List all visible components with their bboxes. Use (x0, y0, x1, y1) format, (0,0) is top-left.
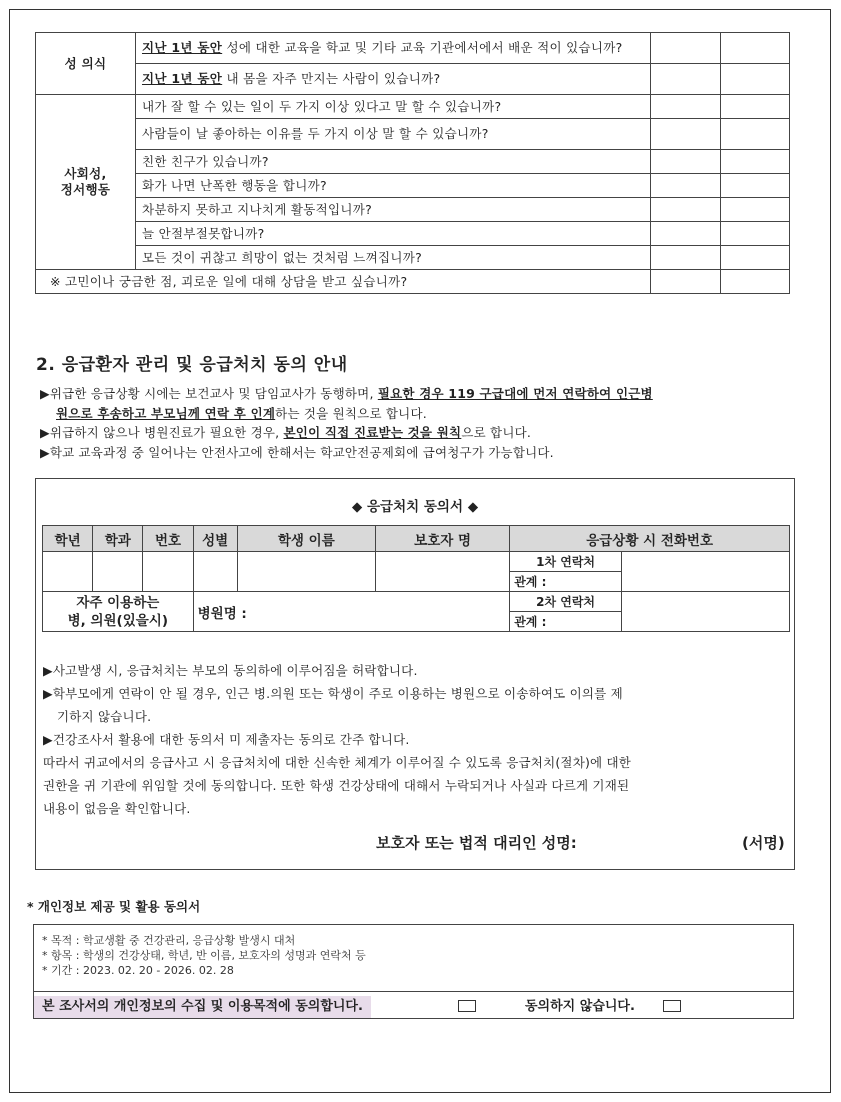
notice-line: ▶위급하지 않으나 병원진료가 필요한 경우, 본인이 직접 진료받는 것을 원칙으로 합니다. (40, 425, 532, 440)
header-gender: 성별 (193, 526, 237, 552)
relation2-label[interactable]: 관계 : (510, 612, 622, 632)
emergency-notices (40, 384, 810, 462)
survey-question: 모든 것이 귀찮고 희망이 없는 것처럼 느껴집니까? (135, 246, 650, 270)
survey-question: 차분하지 못하고 지나치게 활동적입니까? (135, 198, 650, 222)
answer-cell[interactable] (651, 174, 720, 198)
emergency-consent-form (35, 478, 795, 870)
relation1-label[interactable]: 관계 : (510, 572, 622, 592)
agree-checkbox[interactable] (458, 1000, 476, 1012)
privacy-details: * 목적 : 학교생활 중 건강관리, 응급상황 발생시 대처 * 항목 : 학생의 건강상태, 학년, 반 이름, 보호자의 성명과 연락처 등 * 기간 : 2023. 02. 20 - 2026. 02. 28 (42, 934, 366, 977)
signature-label: 보호자 또는 법적 대리인 성명: (376, 834, 577, 852)
header-student-name: 학생 이름 (237, 526, 375, 552)
answer-cell[interactable] (651, 64, 720, 95)
disagree-label: 동의하지 않습니다. (525, 999, 635, 1014)
category-sexuality: 성 의식 (36, 33, 136, 95)
consent-title: ◆ 응급처치 동의서 ◆ (351, 499, 479, 515)
header-guardian-name: 보호자 명 (375, 526, 509, 552)
contact2-label: 2차 연락처 (510, 592, 622, 612)
guardian-name-field[interactable] (375, 552, 509, 592)
contact1-field[interactable] (621, 552, 789, 592)
header-number: 번호 (143, 526, 193, 552)
answer-cell[interactable] (651, 95, 720, 119)
header-grade: 학년 (43, 526, 93, 552)
answer-cell[interactable] (720, 33, 789, 64)
contact2-field[interactable] (621, 592, 789, 632)
header-class: 학과 (93, 526, 143, 552)
section-title: 2. 응급환자 관리 및 응급처치 동의 안내 (36, 355, 348, 375)
notice-line: ▶학교 교육과정 중 일어나는 안전사고에 한해서는 학교안전공제회에 급여청구가 가능합니다. (40, 444, 554, 460)
student-name-field[interactable] (237, 552, 375, 592)
answer-cell[interactable] (720, 150, 789, 174)
number-field[interactable] (143, 552, 193, 592)
answer-cell[interactable] (720, 119, 789, 150)
answer-cell[interactable] (651, 198, 720, 222)
survey-question: 지난 1년 동안 내 몸을 자주 만지는 사람이 있습니까? (135, 64, 650, 95)
notice-line: 원으로 후송하고 부모님께 연락 후 인계하는 것을 원칙으로 합니다. (56, 405, 427, 421)
counseling-question: ※ 고민이나 궁금한 점, 괴로운 일에 대해 상담을 받고 싶습니까? (36, 270, 651, 294)
notice-line: ▶위급한 응급상황 시에는 보건교사 및 담임교사가 동행하며, 필요한 경우 119 구급대에 먼저 연락하여 인근병 (40, 386, 653, 401)
agree-label: 본 조사서의 개인정보의 수집 및 이용목적에 동의합니다. (34, 996, 371, 1018)
answer-cell[interactable] (720, 222, 789, 246)
disagree-checkbox[interactable] (663, 1000, 681, 1012)
answer-cell[interactable] (651, 33, 720, 64)
gender-field[interactable] (193, 552, 237, 592)
survey-question: 화가 나면 난폭한 행동을 합니까? (135, 174, 650, 198)
survey-question: 사람들이 날 좋아하는 이유를 두 가지 이상 말 할 수 있습니까? (135, 119, 650, 150)
survey-question: 내가 잘 할 수 있는 일이 두 가지 이상 있다고 말 할 수 있습니까? (135, 95, 650, 119)
class-field[interactable] (93, 552, 143, 592)
answer-cell[interactable] (720, 246, 789, 270)
answer-cell[interactable] (720, 95, 789, 119)
answer-cell[interactable] (651, 222, 720, 246)
divider (34, 991, 793, 992)
answer-cell[interactable] (651, 270, 720, 294)
signature-field[interactable]: (서명) (742, 834, 785, 852)
answer-cell[interactable] (651, 246, 720, 270)
header-emergency-phone: 응급상황 시 전화번호 (510, 526, 790, 552)
hospital-label: 자주 이용하는 병, 의원(있을시) (43, 592, 194, 632)
answer-cell[interactable] (651, 150, 720, 174)
survey-question: 지난 1년 동안 성에 대한 교육을 학교 및 기타 교육 기관에서에서 배운 적이 있습니까? (135, 33, 650, 64)
privacy-consent-box (33, 924, 794, 1019)
privacy-heading: * 개인정보 제공 및 활용 동의서 (27, 899, 201, 914)
category-social-emotional: 사회성, 정서행동 (36, 95, 136, 270)
answer-cell[interactable] (720, 270, 789, 294)
grade-field[interactable] (43, 552, 93, 592)
hospital-name-field[interactable]: 병원명 : (193, 592, 510, 632)
survey-question: 늘 안절부절못합니까? (135, 222, 650, 246)
student-info-table (42, 525, 790, 632)
answer-cell[interactable] (720, 198, 789, 222)
survey-question: 친한 친구가 있습니까? (135, 150, 650, 174)
consent-statement: ▶사고발생 시, 응급처치는 부모의 동의하에 이루어짐을 허락합니다. ▶학부모에게 연락이 안 될 경우, 인근 병.의원 또는 학생이 주로 이용하는 병원으로 이송하여도 이의를 제 기하지 않습니다. ▶건강조사서 활용에 대한 동의서 미 제출자는 동의로 간주 합니다. 따라서 귀교에서의 응급사고 시 응급처치에 대한 신속한 체계가 이루어질 수 있도록 응급처치(절차)에 대한 권한을 귀 기관에 위임할 것에 동의합니다. 또한 학생 건강상태에 대해서 누락되거나 사실과 다르게 기재된 내용이 없음을 확인합니다. (43, 663, 632, 816)
contact1-label: 1차 연락처 (510, 552, 622, 572)
survey-table (35, 32, 790, 294)
answer-cell[interactable] (651, 119, 720, 150)
answer-cell[interactable] (720, 64, 789, 95)
answer-cell[interactable] (720, 174, 789, 198)
